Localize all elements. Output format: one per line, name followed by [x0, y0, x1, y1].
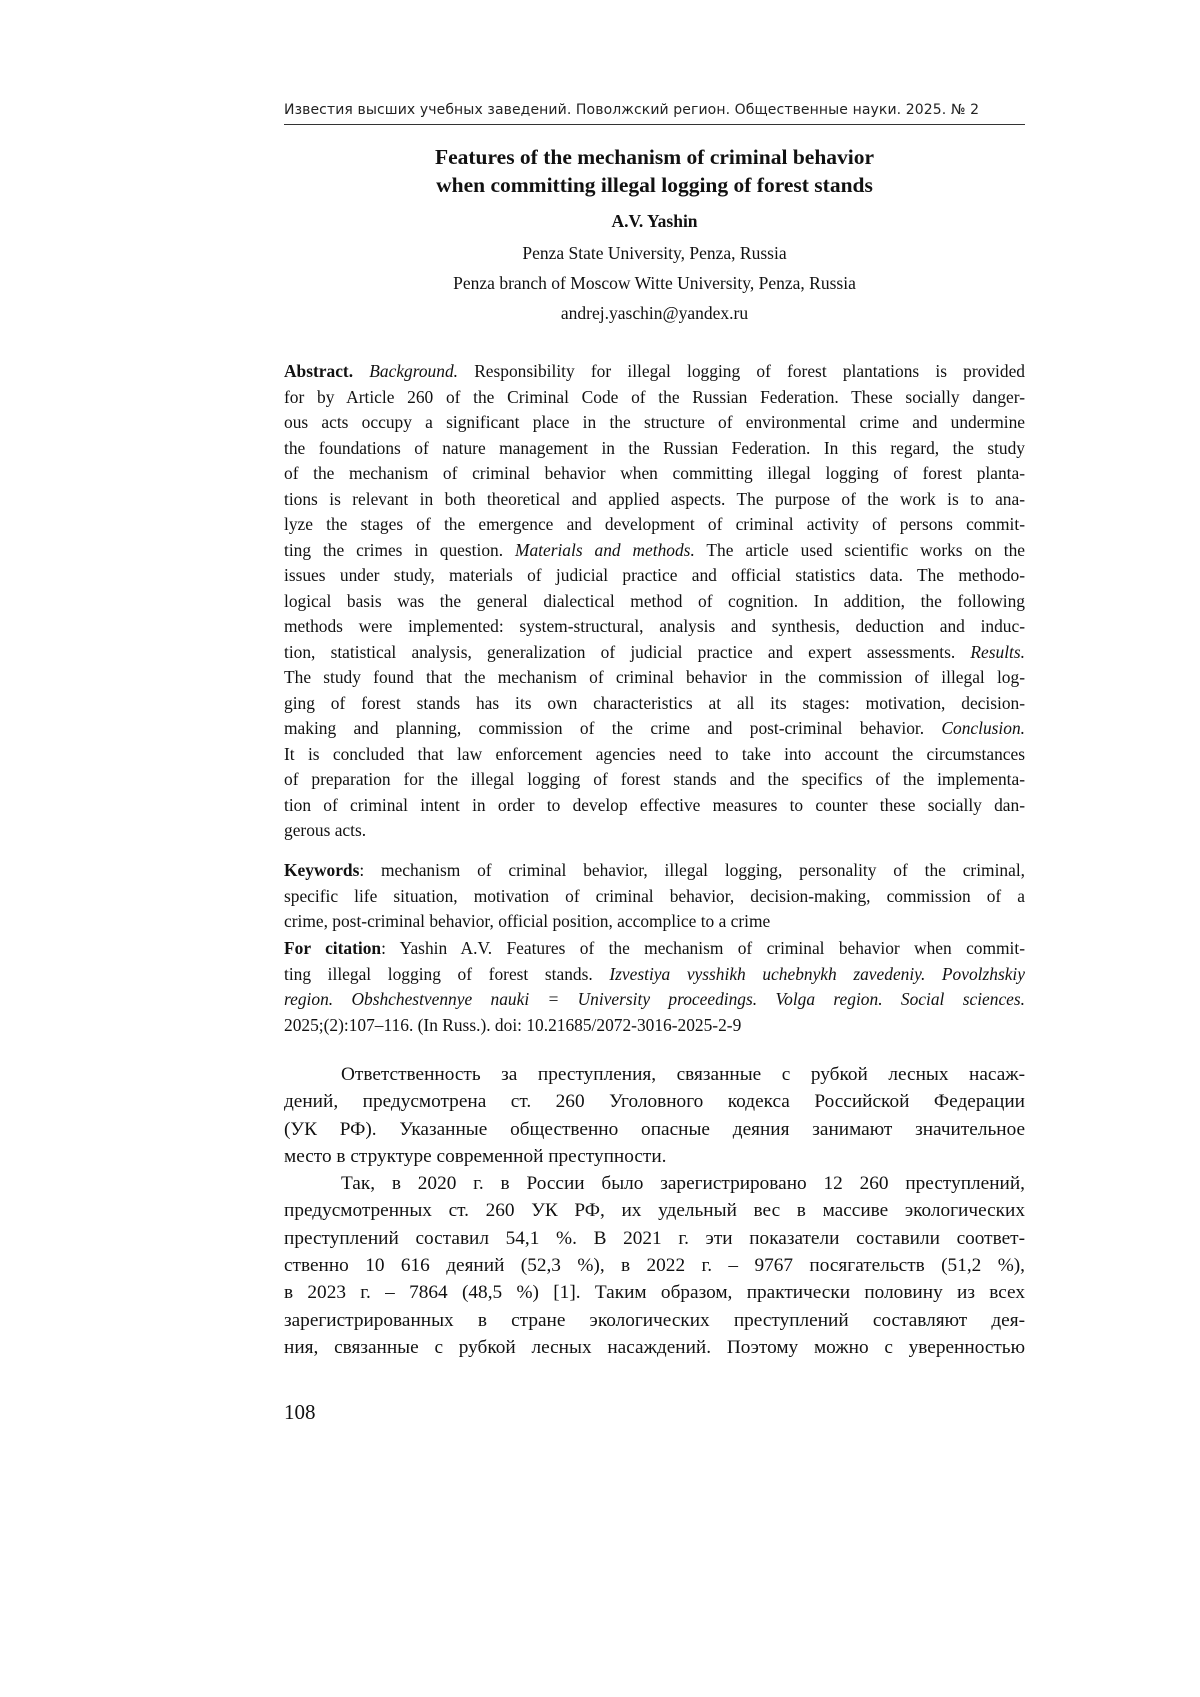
article-title — [284, 143, 1025, 199]
citation-line: For citation: Yashin A.V. Features of the mechanism of criminal behavior when commit- — [284, 938, 1025, 958]
abstract-line: of preparation for the illegal logging of forest stands and the specifics of the implementa- — [284, 769, 1025, 789]
abstract-line: ous acts occupy a significant place in the structure of environmental crime and undermine — [284, 412, 1025, 432]
body-text — [284, 1061, 1025, 1361]
abstract-label: Abstract. — [284, 361, 354, 381]
body-line: преступлений составил 54,1 %. В 2021 г. эти показатели составили соответ- — [284, 1227, 1025, 1249]
keywords-line: Keywords: mechanism of criminal behavior, illegal logging, personality of the criminal, — [284, 860, 1025, 880]
citation-label: For citation — [284, 938, 382, 958]
abstract-line: It is concluded that law enforcement agencies need to take into account the circumstances — [284, 743, 1025, 764]
citation — [284, 936, 1025, 1038]
article-title-line: Features of the mechanism of criminal behavior — [434, 145, 875, 169]
methods-label: Materials and methods. — [514, 539, 695, 560]
background-label: Background. — [369, 361, 458, 381]
citation-line: region. Obshchestvennye nauki = University proceedings. Volga region. Social sciences. — [284, 989, 1025, 1009]
keywords-label: Keywords — [284, 860, 360, 880]
body-line: (УК РФ). Указанные общественно опасные деяния занимают значительное — [284, 1118, 1025, 1140]
header-rule — [284, 124, 1025, 125]
author-name: A.V. Yashin — [611, 211, 698, 231]
affiliation: Penza branch of Moscow Witte University, Penza, Russia — [453, 273, 856, 293]
abstract-line: ging of forest stands has its own characteristics at all its stages: motivation, decision- — [284, 692, 1025, 713]
abstract-line: tion, statistical analysis, generalization of judicial practice and expert assessments. Results. — [284, 641, 1025, 662]
abstract-line: Abstract. Background. Responsibility for illegal logging of forest plantations is provided — [284, 361, 1025, 381]
abstract-line: the foundations of nature management in the Russian Federation. In this regard, the study — [284, 437, 1025, 458]
abstract-line: logical basis was the general dialectical method of cognition. In addition, the following — [284, 590, 1025, 611]
citation-line: ting illegal logging of forest stands. Izvestiya vysshikh uchebnykh zavedeniy. Povolzhskiy — [284, 963, 1025, 984]
abstract-line: tions is relevant in both theoretical and applied aspects. The purpose of the work is to ana- — [284, 488, 1025, 509]
body-line: Так, в 2020 г. в России было зарегистрировано 12 260 преступлений, — [341, 1173, 1025, 1195]
abstract-line: gerous acts. — [284, 820, 367, 840]
abstract-line: issues under study, materials of judicial practice and official statistics data. The methodo- — [284, 565, 1025, 585]
abstract-line: making and planning, commission of the crime and post-criminal behavior. Conclusion. — [284, 718, 1025, 738]
abstract-line: ting the crimes in question. Materials and methods. The article used scientific works on the — [284, 539, 1026, 560]
keywords-line: crime, post-criminal behavior, official position, accomplice to a crime — [284, 911, 771, 931]
body-line: предусмотренных ст. 260 УК РФ, их удельный вес в массиве экологических — [284, 1200, 1025, 1222]
page-number: 108 — [284, 1400, 316, 1424]
results-label: Results. — [970, 641, 1025, 662]
abstract-line: of the mechanism of criminal behavior when committing illegal logging of forest planta- — [284, 463, 1025, 483]
abstract-line: The study found that the mechanism of criminal behavior in the commission of illegal log- — [284, 667, 1025, 687]
body-line: дений, предусмотрена ст. 260 Уголовного кодекса Российской Федерации — [284, 1091, 1025, 1113]
keywords-line: specific life situation, motivation of criminal behavior, decision-making, commission of a — [284, 885, 1025, 906]
body-line: ственно 10 616 деяний (52,3 %), в 2022 г. – 9767 посягательств (51,2 %), — [284, 1255, 1025, 1277]
article-title-line: when committing illegal logging of forest stands — [436, 173, 873, 197]
citation-line: 2025;(2):107–116. (In Russ.). doi: 10.21685/2072-3016-2025-2-9 — [284, 1014, 742, 1035]
abstract-line: for by Article 260 of the Criminal Code of the Russian Federation. These socially danger- — [284, 386, 1025, 407]
keywords — [284, 858, 1025, 935]
body-line: зарегистрированных в стране экологических преступлений составляют дея- — [284, 1309, 1025, 1331]
body-line: ния, связанные с рубкой лесных насаждений. Поэтому можно с уверенностью — [284, 1336, 1025, 1358]
affiliation: Penza State University, Penza, Russia — [522, 243, 787, 263]
abstract-line: tion of criminal intent in order to develop effective measures to counter these socially dan- — [284, 794, 1025, 815]
abstract-line: methods were implemented: system-structural, analysis and synthesis, deduction and induc- — [284, 616, 1025, 636]
abstract-line: lyze the stages of the emergence and development of criminal activity of persons commit- — [284, 514, 1025, 534]
body-line: место в структуре современной преступности. — [284, 1145, 667, 1167]
author-email: andrej.yaschin@yandex.ru — [560, 303, 749, 323]
abstract — [284, 359, 1025, 844]
running-head: Известия высших учебных заведений. Поволжский регион. Общественные науки. 2025. № 2 — [284, 102, 980, 118]
body-line: в 2023 г. – 7864 (48,5 %) [1]. Таким образом, практически половину из всех — [284, 1282, 1025, 1304]
conclusion-label: Conclusion. — [941, 718, 1025, 738]
body-line: Ответственность за преступления, связанные с рубкой лесных насаж- — [341, 1064, 1025, 1085]
